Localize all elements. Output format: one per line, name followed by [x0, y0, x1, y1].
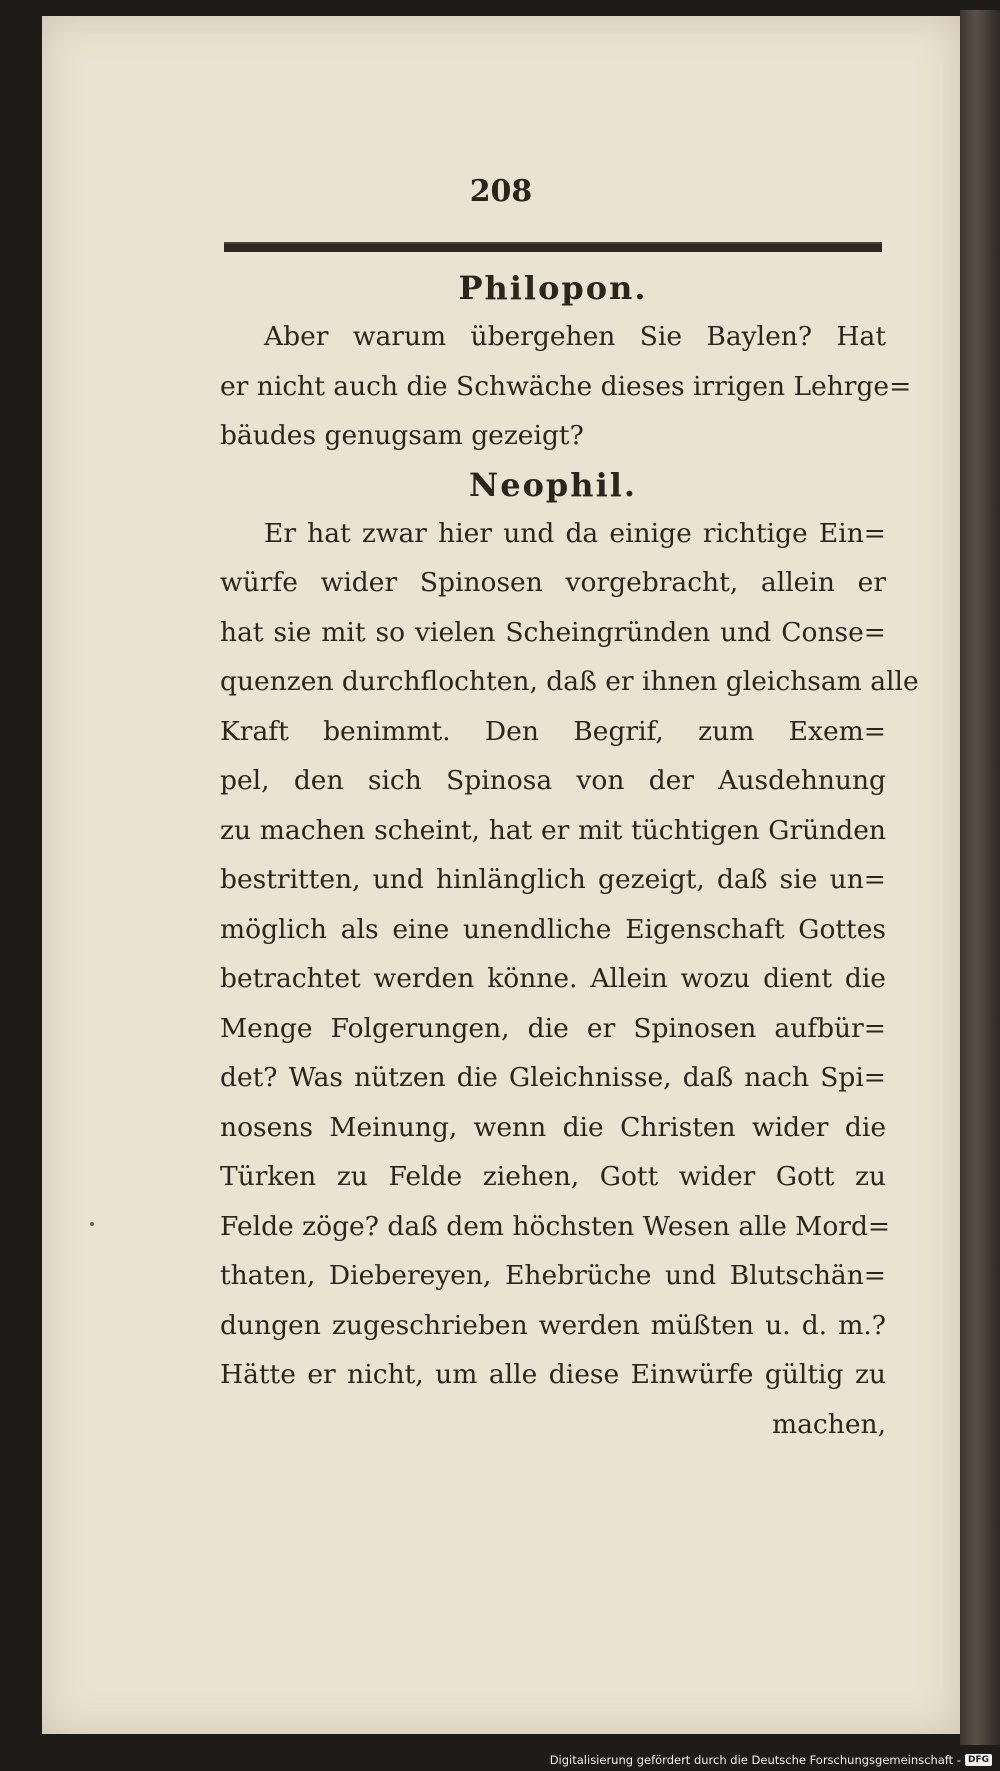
speaker-heading-philopon: Philopon. [458, 269, 648, 307]
text-line: zu machen scheint, hat er mit tüchtigen Gründen [220, 814, 886, 846]
text-line: Menge Folgerungen, die er Spinosen aufbür= [220, 1012, 886, 1044]
text-line: bäudes genugsam gezeigt? [220, 420, 584, 451]
book-page [42, 16, 960, 1734]
body-text [220, 264, 919, 1449]
speaker-heading-neophil: Neophil. [468, 465, 638, 504]
text-line: Türken zu Felde ziehen, Gott wider Gott zu [220, 1161, 886, 1192]
text-line: thaten, Diebereyen, Ehebrüche und Blutschän= [220, 1260, 886, 1291]
catchword: machen, [771, 1408, 886, 1440]
text-line: er nicht auch die Schwäche dieses irrigen Lehrge= [220, 370, 912, 402]
margin-mark [90, 1222, 94, 1226]
text-line: möglich als eine unendliche Eigenschaft Gottes [220, 913, 886, 945]
text-line: pel, den sich Spinosa von der Ausdehnung [220, 765, 886, 796]
text-line: Aber warum übergehen Sie Baylen? Hat [264, 321, 886, 352]
text-line: dungen zugeschrieben werden müßten u. d. m.? [220, 1309, 886, 1341]
credit-text: Digitalisierung gefördert durch die Deutsche Forschungsgemeinschaft - [549, 1753, 961, 1767]
dfg-logo: DFG [965, 1754, 992, 1766]
text-line: würfe wider Spinosen vorgebracht, allein er [220, 567, 886, 598]
text-line: betrachtet werden könne. Allein wozu dient die [220, 963, 886, 994]
text-line: Kraft benimmt. Den Begrif, zum Exem= [220, 715, 886, 747]
text-line: Hätte er nicht, um alle diese Einwürfe gültig zu [220, 1359, 886, 1390]
book-edge [960, 10, 1000, 1745]
text-line: quenzen durchflochten, daß er ihnen gleichsam alle [220, 666, 919, 697]
text-line: det? Was nützen die Gleichnisse, daß nach Spi= [220, 1062, 886, 1093]
text-line: bestritten, und hinlänglich gezeigt, daß sie un= [220, 864, 886, 895]
text-line: Er hat zwar hier und da einige richtige Ein= [264, 517, 886, 549]
header-rule [224, 242, 882, 252]
text-line: nosens Meinung, wenn die Christen wider die [220, 1111, 886, 1143]
digitization-credit [550, 1753, 992, 1767]
text-line: Felde zöge? daß dem höchsten Wesen alle Mord= [220, 1210, 891, 1242]
page-number: 208 [469, 174, 533, 209]
text-line: hat sie mit so vielen Scheingründen und Conse= [220, 616, 886, 648]
